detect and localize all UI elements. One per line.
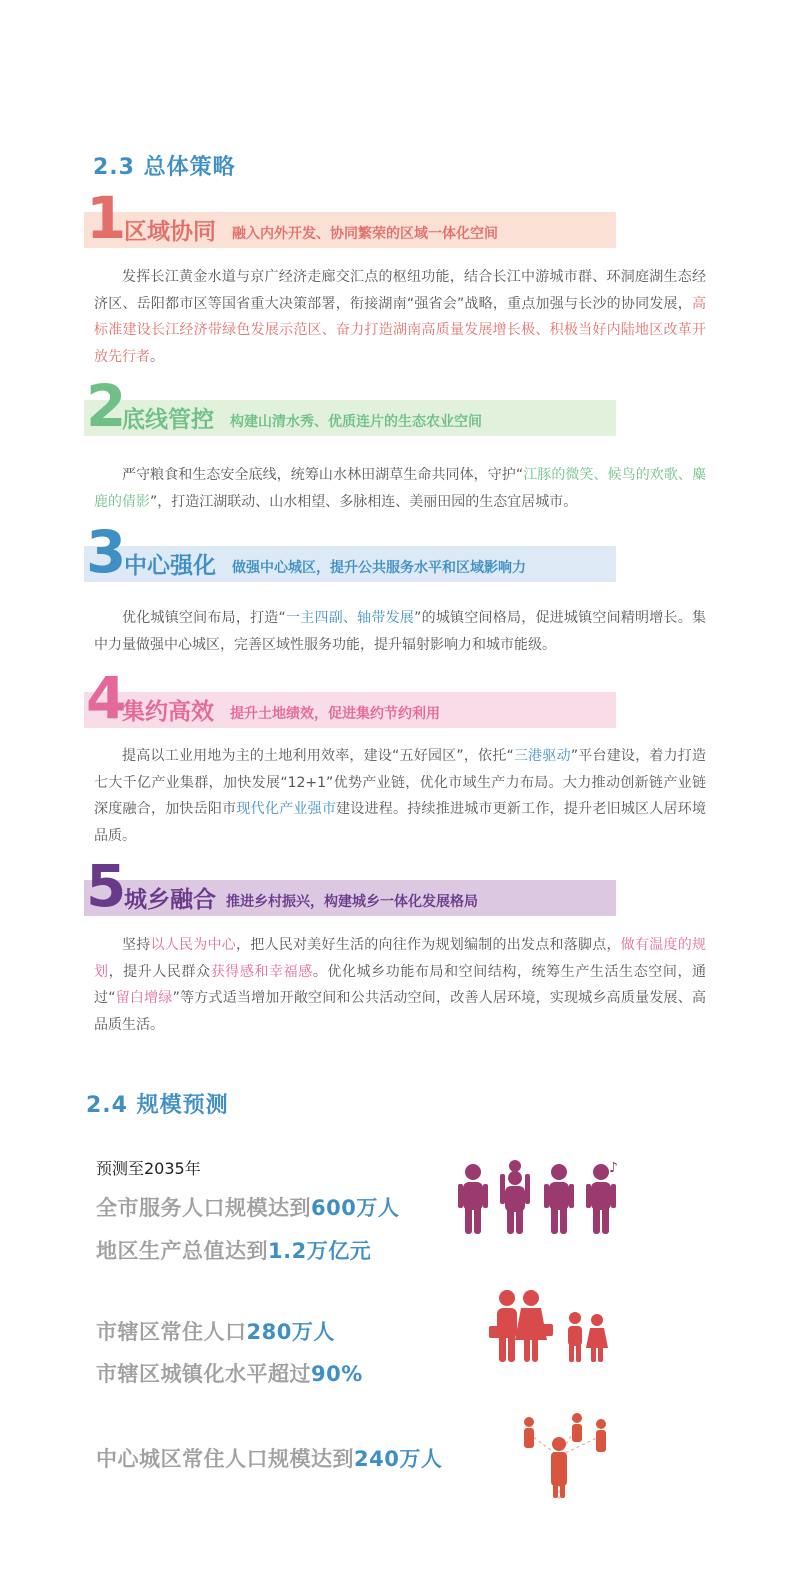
paragraph-text: 优化城镇空间布局，打造“ [122,610,286,626]
strategy-title: 城乡融合 [124,887,216,913]
stat-value: 1.2万亿元 [268,1239,372,1263]
strategy-number: 2 [86,372,127,440]
paragraph-text: ，把人民对美好生活的向往作为规划编制的出发点和落脚点， [236,937,621,953]
strategy-paragraph [94,932,706,1038]
stat-value: 90% [311,1362,363,1386]
paragraph-highlight: 做有温度的规划 [94,937,706,980]
stat-service-population [96,1192,399,1222]
strategy-paragraph [94,605,706,658]
paragraph-text: 建设进程。持续推进城市更新工作，提升老旧城区人居环境品质。 [94,801,707,844]
stat-text: 市辖区城镇化水平超过 [96,1362,311,1386]
strategy-subtitle: 构建山清水秀、优质连片的生态农业空间 [230,414,482,430]
person-icon [458,1164,488,1234]
strategy-title: 底线管控 [122,407,214,433]
stat-text: 市辖区常住人口 [96,1320,247,1344]
paragraph-text: 提高以工业用地为主的土地利用效率，建设“五好园区”，依托“ [122,748,514,764]
person-icon [544,1164,574,1234]
paragraph-highlight: 三港驱动 [513,748,571,764]
paragraph-text: ”平台建设，着力打造七大千亿产业集群，加快发展“12+1”优势产业链，优化市域生产力布局。大力推动创新链产业链深度融合，加快岳阳市 [94,748,707,817]
stat-value: 280万人 [246,1320,335,1344]
strategy-title: 集约高效 [122,699,214,725]
paragraph-highlight: 以人民为中心 [150,937,236,953]
stat-value: 240万人 [354,1447,443,1471]
family-icon [485,1288,625,1368]
strategy-paragraph [94,462,706,515]
paragraph-highlight: 现代化产业强市 [236,801,337,817]
paragraph-text: 坚持 [122,937,151,953]
person-icon [500,1160,530,1234]
svg-text:♪: ♪ [609,1160,618,1176]
strategy-paragraph [94,743,706,849]
stat-district-population [96,1316,335,1346]
strategy-subtitle: 推进乡村振兴，构建城乡一体化发展格局 [226,894,478,910]
strategy-subtitle: 融入内外开发、协同繁荣的区域一体化空间 [232,226,498,242]
section-title-2-4: 2.4 规模预测 [86,1093,229,1118]
people-group-icon [455,1160,630,1240]
paragraph-text: 。优化城乡功能布局和空间结构，统筹生产生活生态空间，通过“ [94,963,707,1006]
paragraph-text: 发挥长江黄金水道与京广经济走廊交汇点的枢纽功能，结合长江中游城市群、环洞庭湖生态经济区、岳阳都市区等国省重大决策部署，衔接湖南“强省会”战略，重点加强与长沙的协同发展， [94,269,706,312]
paragraph-text: ，提升人民群众 [108,963,211,980]
paragraph-highlight: 一主四副、轴带发展 [285,610,415,626]
stat-central-population [96,1443,442,1473]
paragraph-highlight: 获得感和幸福感 [210,963,313,980]
paragraph-text: ”等方式适当增加开敞空间和公共活动空间，改善人居环境，实现城乡高质量发展、高品质生活。 [94,990,706,1033]
stat-text: 中心城区常住人口规模达到 [96,1447,354,1471]
strategy-paragraph [94,264,706,370]
stat-urbanization [96,1358,363,1388]
strategy-number: 5 [86,852,127,920]
section-title-2-3: 2.3 总体策略 [93,155,236,180]
strategy-number: 4 [86,664,127,732]
strategy-subtitle: 提升土地绩效，促进集约节约利用 [230,706,440,722]
person-icon [586,1160,618,1234]
paragraph-text: 。 [150,348,164,365]
paragraph-text: 严守粮食和生态安全底线，统筹山水林田湖草生命共同体，守护“ [122,467,524,483]
paragraph-highlight: 留白增绿 [115,990,173,1006]
network-people-icon [515,1412,615,1504]
stat-text: 地区生产总值达到 [96,1239,268,1263]
stat-gdp [96,1235,371,1265]
paragraph-text: ”，打造江湖联动、山水相望、多脉相连、美丽田园的生态宜居城市。 [150,493,578,510]
paragraph-highlight: 江豚的微笑、候鸟的欢歌、麋鹿的倩影 [94,467,706,510]
stat-text: 全市服务人口规模达到 [96,1196,311,1220]
paragraph-text: ”的城镇空间格局，促进城镇空间精明增长。集中力量做强中心城区，完善区域性服务功能，提升辐射影响力和城市能级。 [94,610,706,653]
forecast-label: 预测至2035年 [96,1159,201,1178]
strategy-number: 3 [86,518,127,586]
strategy-subtitle: 做强中心城区，提升公共服务水平和区域影响力 [232,560,526,576]
strategy-number: 1 [86,184,127,252]
stat-value: 600万人 [311,1196,400,1220]
strategy-title: 中心强化 [124,553,216,579]
paragraph-highlight: 高标准建设长江经济带绿色发展示范区、奋力打造湖南高质量发展增长极、积极当好内陆地区改革开放先行者 [94,295,706,365]
strategy-title: 区域协同 [124,219,216,245]
